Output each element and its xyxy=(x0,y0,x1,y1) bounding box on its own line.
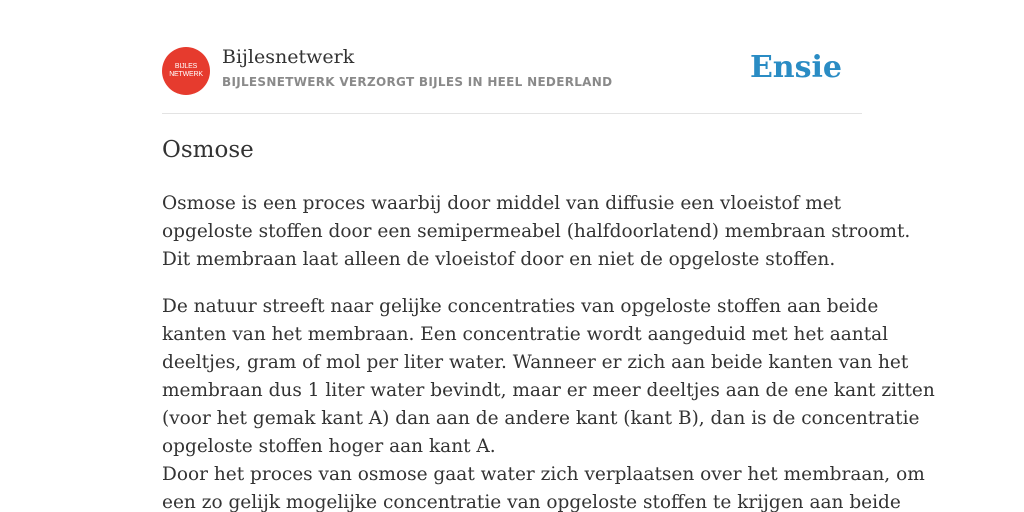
article-body xyxy=(162,190,935,512)
text-line: Dit membraan laat alleen de vloeistof door en niet de opgeloste stoffen. xyxy=(162,249,836,270)
paragraph-1 xyxy=(162,190,911,274)
site-header xyxy=(162,40,862,114)
logo-text-line-1: BIJLES xyxy=(174,63,198,70)
text-line: een zo gelijk mogelijke concentratie van opgeloste stoffen te krijgen aan beide xyxy=(162,492,901,512)
author-tagline: BIJLESNETWERK VERZORGT BIJLES IN HEEL NEDERLAND xyxy=(222,75,613,89)
text-line: Osmose is een proces waarbij door middel van diffusie een vloeistof met xyxy=(162,193,842,214)
text-line: deeltjes, gram of mol per liter water. Wanneer er zich aan beide kanten van het xyxy=(162,352,909,373)
author-name[interactable]: Bijlesnetwerk xyxy=(222,46,355,68)
paragraph-2 xyxy=(162,293,935,461)
bijlesnetwerk-logo[interactable] xyxy=(162,47,210,95)
text-line: opgeloste stoffen hoger aan kant A. xyxy=(162,436,496,457)
logo-text-line-2: NETWERK xyxy=(169,71,203,78)
text-line: membraan dus 1 liter water bevindt, maar er meer deeltjes aan de ene kant zitten xyxy=(162,380,935,401)
ensie-logo[interactable]: Ensie xyxy=(749,50,842,85)
text-line: opgeloste stoffen door een semipermeabel (halfdoorlatend) membraan stroomt. xyxy=(162,221,911,242)
text-line: Door het proces van osmose gaat water zich verplaatsen over het membraan, om xyxy=(162,464,925,485)
text-line: De natuur streeft naar gelijke concentraties van opgeloste stoffen aan beide xyxy=(162,296,879,317)
text-line: (voor het gemak kant A) dan aan de andere kant (kant B), dan is de concentratie xyxy=(162,408,920,429)
paragraph-3 xyxy=(162,461,925,512)
article-title: Osmose xyxy=(162,137,254,163)
text-line: kanten van het membraan. Een concentratie wordt aangeduid met het aantal xyxy=(162,324,889,345)
